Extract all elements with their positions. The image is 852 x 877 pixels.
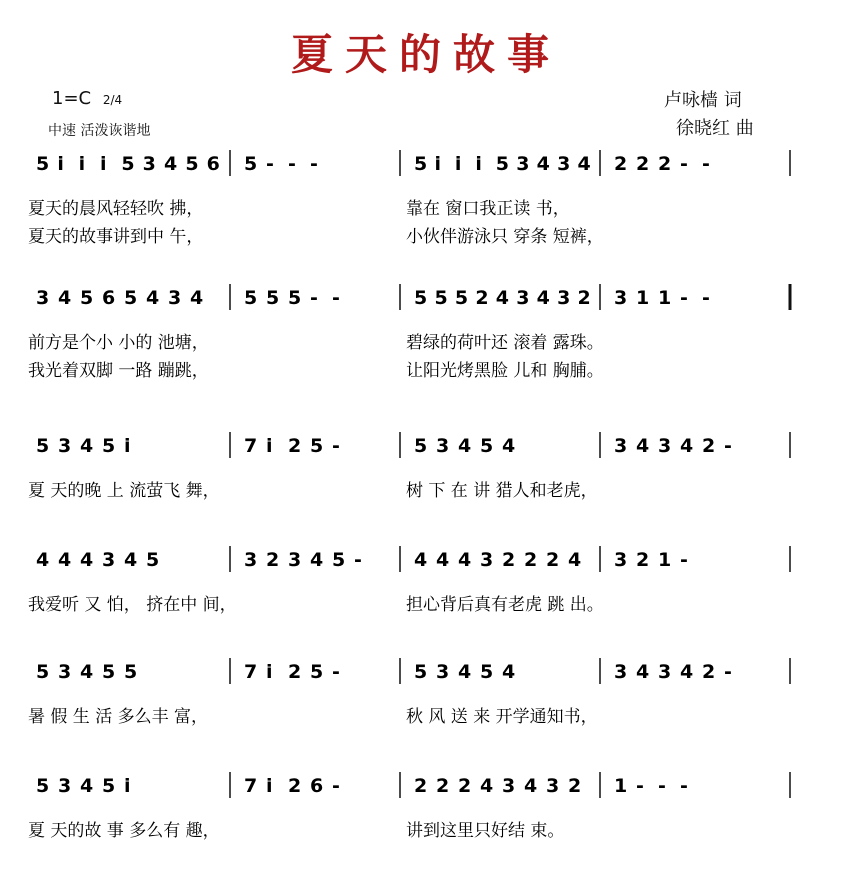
note: 5 xyxy=(121,153,135,175)
note: 5 xyxy=(244,153,258,175)
note: i xyxy=(475,153,482,175)
note: 7 xyxy=(244,661,258,683)
note: 5 xyxy=(102,435,116,457)
note: 4 xyxy=(577,153,591,175)
note: 4 xyxy=(414,549,428,571)
note: 4 xyxy=(310,549,324,571)
note: 6 xyxy=(310,775,324,797)
note: 2 xyxy=(266,549,280,571)
note: 2 xyxy=(568,775,582,797)
note: - xyxy=(680,287,688,309)
note: 4 xyxy=(495,287,510,309)
note: 5 xyxy=(310,661,324,683)
note: 4 xyxy=(502,661,516,683)
note: 2 xyxy=(614,153,628,175)
note: 5 xyxy=(185,153,199,175)
note: 5 xyxy=(102,775,116,797)
note: 5 xyxy=(146,549,160,571)
note: 4 xyxy=(536,287,550,309)
note: i xyxy=(57,153,64,175)
note: 4 xyxy=(568,549,582,571)
note: 3 xyxy=(502,775,516,797)
note: 5 xyxy=(36,661,50,683)
note: 1 xyxy=(636,287,650,309)
note: 3 xyxy=(614,661,628,683)
note: - xyxy=(680,775,688,797)
note: - xyxy=(310,287,318,309)
time-signature: 2/4 xyxy=(102,93,123,107)
note: 4 xyxy=(502,435,516,457)
note: - xyxy=(680,549,688,571)
note: 3 xyxy=(142,153,156,175)
note: i xyxy=(78,153,86,175)
note: 5 xyxy=(454,287,469,309)
note: 4 xyxy=(536,153,550,175)
note: - xyxy=(636,775,644,797)
note: i xyxy=(434,153,441,175)
note: 4 xyxy=(190,287,204,309)
note: - xyxy=(266,153,274,175)
note: - xyxy=(724,435,732,457)
note: 4 xyxy=(80,661,94,683)
note: i xyxy=(124,775,131,797)
note: - xyxy=(702,287,710,309)
note: 3 xyxy=(546,775,560,797)
note: 4 xyxy=(636,435,650,457)
note: 6 xyxy=(206,153,220,175)
note: 5 xyxy=(480,435,494,457)
note: 3 xyxy=(244,549,258,571)
note: 4 xyxy=(680,661,694,683)
note: 6 xyxy=(102,287,116,309)
note: 3 xyxy=(516,287,530,309)
note: - xyxy=(332,775,340,797)
note: 5 xyxy=(124,661,138,683)
note: 3 xyxy=(288,549,302,571)
lyric-line: 靠在 窗口我正读 书， xyxy=(406,199,570,219)
note: 5 xyxy=(414,435,428,457)
lyric-line: 我光着双脚 一路 蹦跳， xyxy=(28,361,209,381)
lyric-line: 树 下 在 讲 猎人和老虎， xyxy=(406,481,598,501)
note: - xyxy=(724,661,732,683)
note: 5 xyxy=(495,153,510,175)
note: 5 xyxy=(310,435,324,457)
note: - xyxy=(354,549,362,571)
note: 7 xyxy=(244,775,258,797)
lyric-line: 我爱听 又 怕， 挤在中 间， xyxy=(28,595,237,615)
note: 5 xyxy=(266,287,280,309)
note: 3 xyxy=(102,549,116,571)
note: 5 xyxy=(36,435,50,457)
note: 1 xyxy=(658,549,672,571)
note: 1 xyxy=(658,287,672,309)
lyric-line: 讲到这里只好结 束。 xyxy=(406,821,565,841)
note: 3 xyxy=(58,661,72,683)
note: 2 xyxy=(636,153,650,175)
note: 3 xyxy=(436,661,450,683)
note: - xyxy=(332,287,340,309)
lyricist-credit: 卢咏樯 词 xyxy=(664,90,742,111)
note: 4 xyxy=(124,549,138,571)
note: 5 xyxy=(414,153,428,175)
note: 4 xyxy=(58,287,72,309)
note: 7 xyxy=(244,435,258,457)
note: 4 xyxy=(458,549,472,571)
note: 3 xyxy=(436,435,450,457)
note: 2 xyxy=(636,549,650,571)
note: 2 xyxy=(414,775,428,797)
lyric-line: 秋 风 送 来 开学通知书， xyxy=(406,707,598,727)
note: 4 xyxy=(80,775,94,797)
note: 4 xyxy=(524,775,538,797)
note: i xyxy=(124,435,131,457)
note: 5 xyxy=(480,661,494,683)
composer-credit: 徐晓红 曲 xyxy=(676,118,754,139)
note: 5 xyxy=(244,287,258,309)
tempo-marking: 中速 活泼诙谐地 xyxy=(48,123,151,139)
lyric-line: 夏 天的晚 上 流萤飞 舞， xyxy=(28,481,220,501)
note: 2 xyxy=(702,661,716,683)
lyric-line: 暑 假 生 活 多么丰 富， xyxy=(28,707,209,727)
note: 4 xyxy=(80,435,94,457)
note: 4 xyxy=(636,661,650,683)
note: 3 xyxy=(516,153,530,175)
note: 3 xyxy=(658,661,672,683)
note: 2 xyxy=(702,435,716,457)
note: 3 xyxy=(658,435,672,457)
note: - xyxy=(288,153,296,175)
note: 5 xyxy=(36,153,50,175)
lyric-line: 夏天的故事讲到中 午， xyxy=(28,227,204,247)
note: 2 xyxy=(577,287,591,309)
lyric-line: 夏 天的故 事 多么有 趣， xyxy=(28,821,220,841)
note: 5 xyxy=(80,287,94,309)
note: 1 xyxy=(614,775,628,797)
song-title: 夏天的故事 xyxy=(290,30,561,79)
lyric-line: 担心背后真有老虎 跳 出。 xyxy=(406,595,604,615)
note: 3 xyxy=(557,287,571,309)
note: - xyxy=(658,775,666,797)
note: 5 xyxy=(102,661,116,683)
note: 5 xyxy=(434,287,448,309)
note: 2 xyxy=(288,775,302,797)
note: 4 xyxy=(680,435,694,457)
note: 3 xyxy=(58,775,72,797)
note: 2 xyxy=(524,549,538,571)
note: - xyxy=(702,153,710,175)
lyric-line: 小伙伴游泳只 穿条 短裤， xyxy=(406,227,604,247)
note: 5 xyxy=(288,287,302,309)
note: 2 xyxy=(658,153,672,175)
note: 4 xyxy=(458,435,472,457)
note: 4 xyxy=(146,287,160,309)
note: 5 xyxy=(36,775,50,797)
note: 2 xyxy=(502,549,516,571)
lyric-line: 让阳光烤黑脸 儿和 胸脯。 xyxy=(406,361,604,381)
note: - xyxy=(332,661,340,683)
note: i xyxy=(266,775,273,797)
note: 5 xyxy=(124,287,138,309)
note: i xyxy=(454,153,462,175)
note: 2 xyxy=(288,661,302,683)
note: 3 xyxy=(614,549,628,571)
note: 3 xyxy=(168,287,182,309)
note: 3 xyxy=(480,549,494,571)
note: 4 xyxy=(458,661,472,683)
note: 4 xyxy=(436,549,450,571)
note: 2 xyxy=(475,287,489,309)
note: 3 xyxy=(614,435,628,457)
note: 2 xyxy=(458,775,472,797)
note: 4 xyxy=(480,775,494,797)
note: - xyxy=(680,153,688,175)
note: 3 xyxy=(557,153,571,175)
note: 4 xyxy=(58,549,72,571)
note: 2 xyxy=(436,775,450,797)
note: 3 xyxy=(614,287,628,309)
note: 5 xyxy=(414,661,428,683)
note: i xyxy=(100,153,107,175)
note: - xyxy=(310,153,318,175)
note: 3 xyxy=(58,435,72,457)
note: 4 xyxy=(80,549,94,571)
lyric-line: 碧绿的荷叶还 滚着 露珠。 xyxy=(406,333,604,353)
note: 5 xyxy=(414,287,428,309)
note: - xyxy=(332,435,340,457)
note: 2 xyxy=(546,549,560,571)
note: 5 xyxy=(332,549,346,571)
note: 2 xyxy=(288,435,302,457)
note: 4 xyxy=(164,153,178,175)
note: i xyxy=(266,435,273,457)
key-text: 1=C xyxy=(52,88,92,109)
lyric-line: 前方是个小 小的 池塘， xyxy=(28,333,209,353)
note: 3 xyxy=(36,287,50,309)
note: i xyxy=(266,661,273,683)
lyric-line: 夏天的晨风轻轻吹 拂， xyxy=(28,199,204,219)
note: 4 xyxy=(36,549,50,571)
